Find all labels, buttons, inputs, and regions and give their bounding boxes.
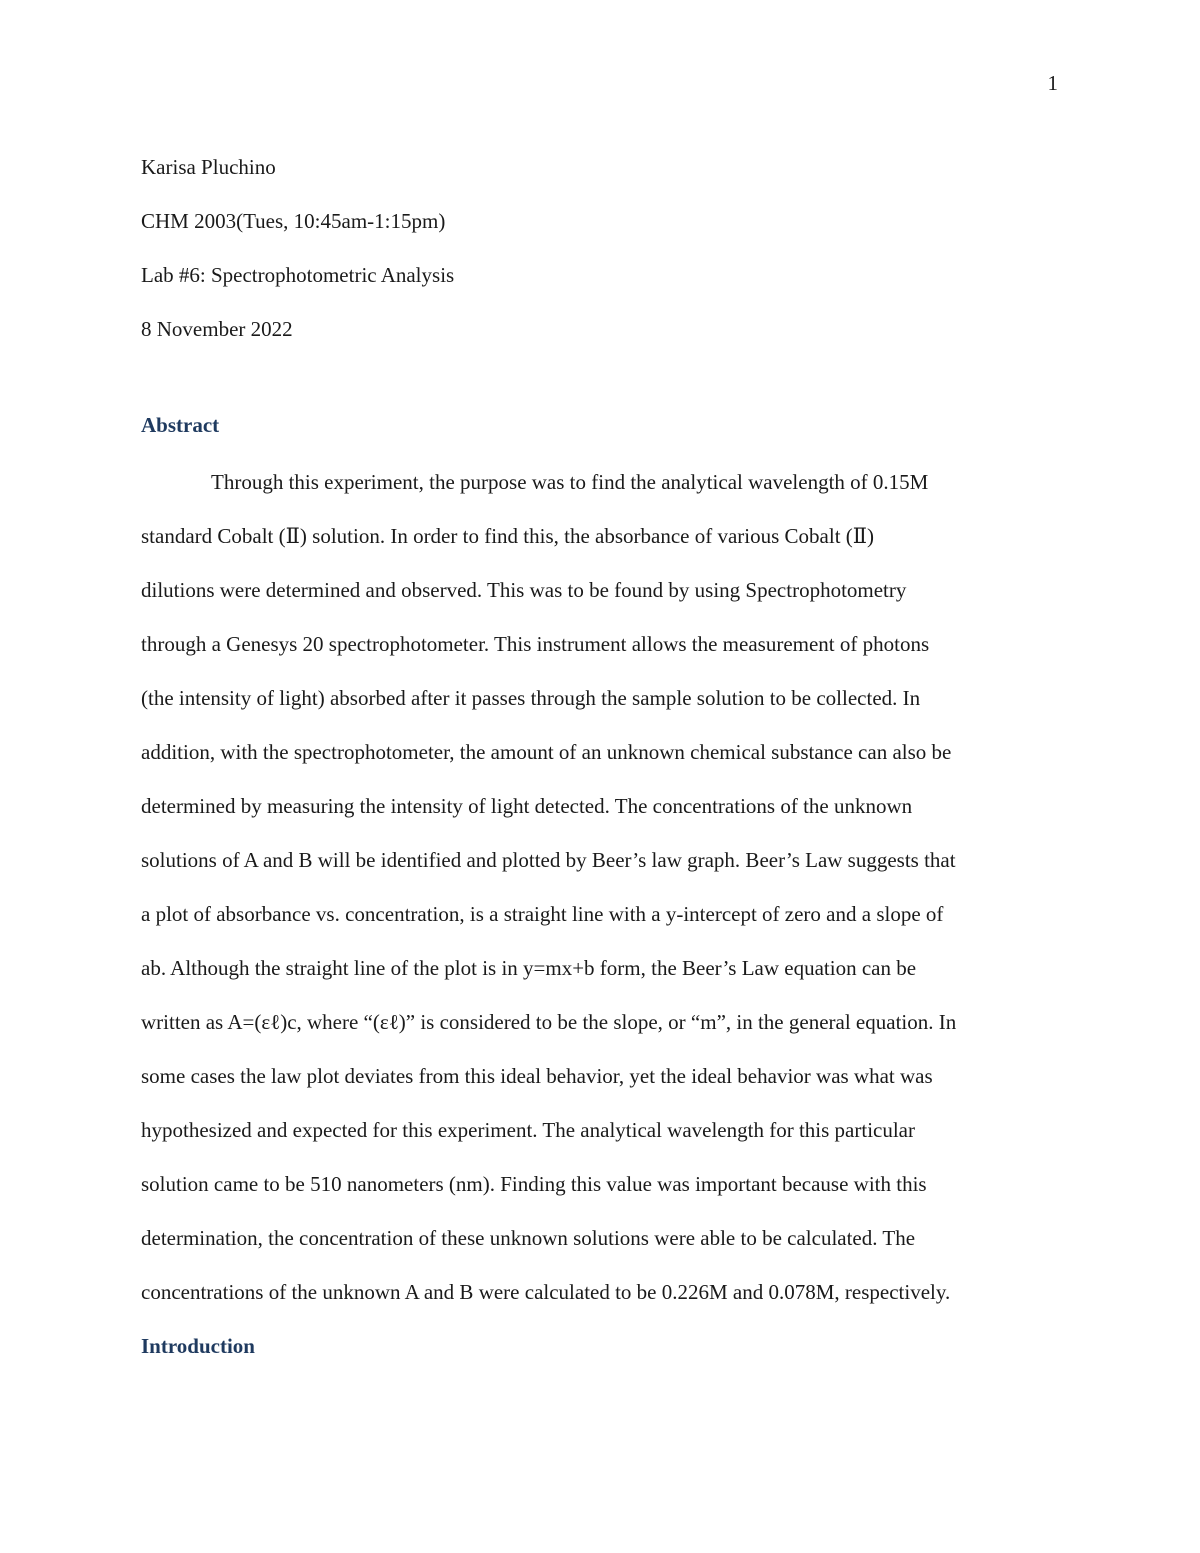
abstract-line: (the intensity of light) absorbed after it passes through the sample solution to be collected. In [141,686,921,710]
abstract-line: standard Cobalt (Ⅱ) solution. In order to find this, the absorbance of various Cobalt (Ⅱ) [141,524,875,548]
abstract-line: a plot of absorbance vs. concentration, is a straight line with a y-intercept of zero and a slope of [141,902,944,926]
course-info: CHM 2003(Tues, 10:45am-1:15pm) [141,209,446,233]
abstract-line: some cases the law plot deviates from this ideal behavior, yet the ideal behavior was what was [141,1064,933,1088]
header-block [141,140,1061,356]
abstract-line: written as A=(εℓ)c, where “(εℓ)” is considered to be the slope, or “m”, in the general equation. In [141,1010,957,1034]
page-number: 1 [1047,71,1058,95]
abstract-line: dilutions were determined and observed. This was to be found by using Spectrophotometry [141,578,907,602]
abstract-line: concentrations of the unknown A and B were calculated to be 0.226M and 0.078M, respectively. [141,1280,951,1304]
lab-title: Lab #6: Spectrophotometric Analysis [141,263,455,287]
author-name: Karisa Pluchino [141,155,276,179]
abstract-line: determination, the concentration of these unknown solutions were able to be calculated. The [141,1226,916,1250]
abstract-paragraph [141,455,1056,1319]
abstract-line: through a Genesys 20 spectrophotometer. This instrument allows the measurement of photons [141,632,930,656]
abstract-line: solutions of A and B will be identified and plotted by Beer’s law graph. Beer’s Law suggests that [141,848,956,872]
abstract-line: solution came to be 510 nanometers (nm). Finding this value was important because with this [141,1172,927,1196]
abstract-line: addition, with the spectrophotometer, the amount of an unknown chemical substance can also be [141,740,952,764]
abstract-line: Through this experiment, the purpose was to find the analytical wavelength of 0.15M [211,470,929,494]
report-date: 8 November 2022 [141,317,293,341]
abstract-line: determined by measuring the intensity of light detected. The concentrations of the unknown [141,794,913,818]
abstract-line: ab. Although the straight line of the plot is in y=mx+b form, the Beer’s Law equation can be [141,956,917,980]
abstract-heading: Abstract [141,413,220,437]
abstract-line: hypothesized and expected for this experiment. The analytical wavelength for this particular [141,1118,915,1142]
introduction-heading: Introduction [141,1334,255,1358]
